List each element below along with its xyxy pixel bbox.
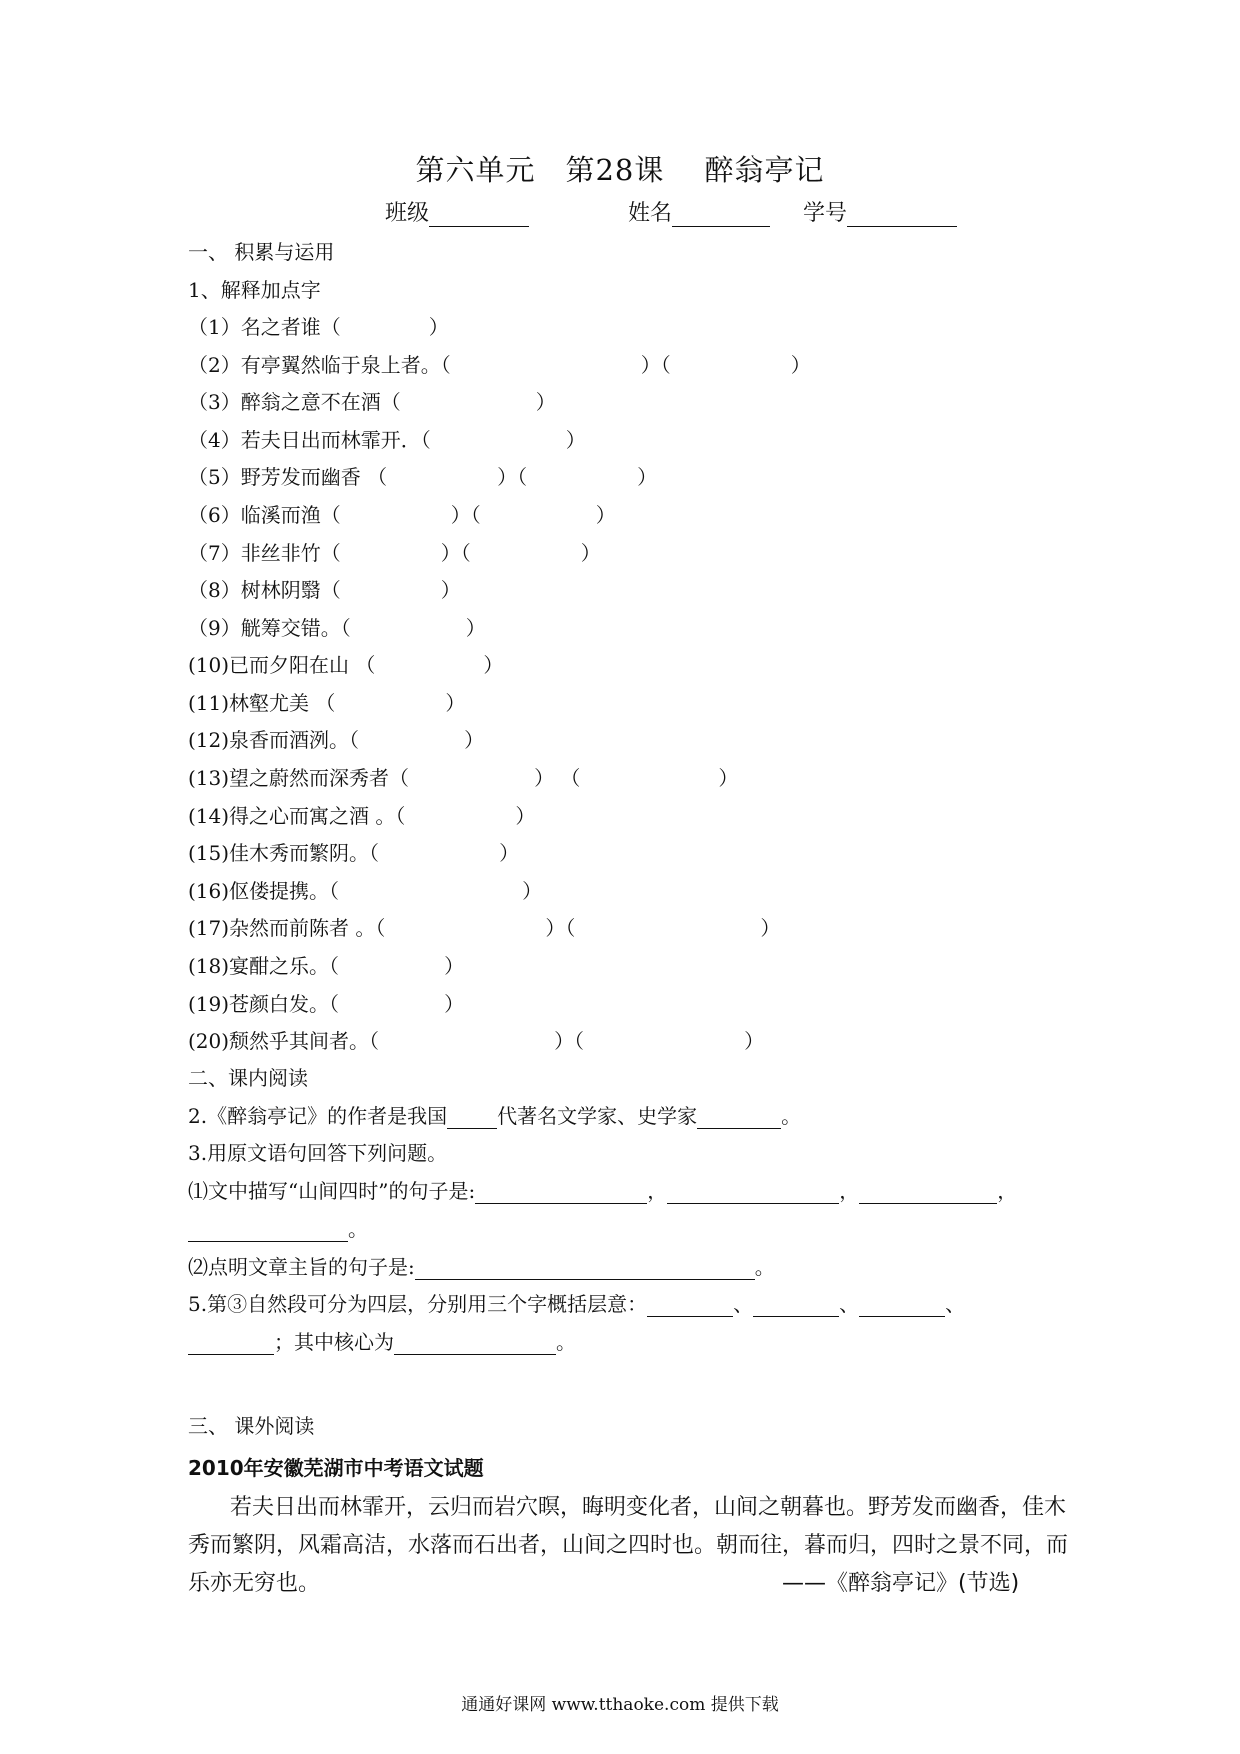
name-blank[interactable] <box>672 204 770 227</box>
vocab-item-14: (14)得之心而寓之酒 。（ ） <box>188 804 536 828</box>
page-title: 第六单元 第28课 醉翁亭记 <box>415 153 825 187</box>
class-blank[interactable] <box>429 204 529 227</box>
vocab-item-17: (17)杂然而前陈者 。（ ）（ ） <box>188 916 781 940</box>
season-blank-3[interactable] <box>859 1181 997 1204</box>
vocab-item-20: (20)颓然乎其间者。（ ）（ ） <box>188 1029 765 1053</box>
vocab-item-2: （2）有亭翼然临于泉上者。（ ）（ ） <box>188 353 811 377</box>
question-5-cont: ；其中核心为 。 <box>188 1326 576 1355</box>
vocab-item-11: (11)林壑尤美 （ ） <box>188 691 466 715</box>
vocab-item-19: (19)苍颜白发。（ ） <box>188 992 465 1016</box>
vocab-item-1: （1）名之者谁（ ） <box>188 315 449 339</box>
core-blank[interactable] <box>394 1332 556 1355</box>
season-blank-1[interactable] <box>475 1181 647 1204</box>
name-field <box>628 196 770 227</box>
vocab-item-8: （8）树林阴翳（ ） <box>188 578 461 602</box>
season-blank-2[interactable] <box>667 1181 839 1204</box>
vocab-item-3: （3）醉翁之意不在酒（ ） <box>188 390 556 414</box>
question-1: 1、解释加点字 <box>188 278 321 302</box>
layer-blank-1[interactable] <box>647 1294 733 1317</box>
theme-blank[interactable] <box>415 1257 755 1280</box>
vocab-item-9: （9）觥筹交错。（ ） <box>188 616 486 640</box>
passage-line-2: 秀而繁阴，风霜高洁，水落而石出者，山间之四时也。朝而往，暮而归，四时之景不同，而 <box>188 1533 1069 1558</box>
layer-blank-4[interactable] <box>188 1332 274 1355</box>
vocab-item-15: (15)佳木秀而繁阴。（ ） <box>188 841 520 865</box>
exam-title: 2010年安徽芜湖市中考语文试题 <box>188 1456 484 1480</box>
class-field <box>385 196 529 227</box>
vocab-item-5: （5）野芳发而幽香 （ ）（ ） <box>188 465 658 489</box>
footer-text: 通通好课网 www.tthaoke.com 提供下载 <box>461 1695 779 1715</box>
layer-blank-3[interactable] <box>859 1294 945 1317</box>
question-3: 3.用原文语句回答下列问题。 <box>188 1141 448 1165</box>
question-3-1-cont: 。 <box>188 1213 368 1242</box>
passage-line-1: 若夫日出而林霏开，云归而岩穴暝，晦明变化者，山间之朝暮也。野芳发而幽香，佳木 <box>230 1495 1067 1520</box>
passage-line-3: 乐亦无穷也。 <box>188 1571 321 1596</box>
layer-blank-2[interactable] <box>753 1294 839 1317</box>
class-label: 班级 <box>385 201 430 226</box>
vocab-item-7: （7）非丝非竹（ ）（ ） <box>188 541 601 565</box>
vocab-item-12: (12)泉香而酒洌。（ ） <box>188 728 485 752</box>
vocab-item-16: (16)伛偻提携。（ ） <box>188 879 543 903</box>
section3-heading: 三、 课外阅读 <box>188 1414 315 1438</box>
season-blank-4[interactable] <box>188 1219 348 1242</box>
vocab-item-6: （6）临溪而渔（ ）（ ） <box>188 503 616 527</box>
vocab-item-18: (18)宴酣之乐。（ ） <box>188 954 465 978</box>
id-blank[interactable] <box>847 204 957 227</box>
author-blank[interactable] <box>697 1106 781 1129</box>
section1-heading: 一、 积累与运用 <box>188 240 335 264</box>
vocab-item-4: （4）若夫日出而林霏开．（ ） <box>188 428 586 452</box>
question-3-1: ⑴文中描写“山间四时”的句子是: ， ， ， <box>188 1179 1018 1203</box>
question-3-2: ⑵点明文章主旨的句子是: 。 <box>188 1255 775 1279</box>
vocab-item-13: (13)望之蔚然而深秀者（ ） （ ） <box>188 766 739 790</box>
vocab-item-10: (10)已而夕阳在山 （ ） <box>188 653 504 677</box>
question-2: 2.《醉翁亭记》的作者是我国 代著名文学家、史学家 。 <box>188 1104 802 1128</box>
name-label: 姓名 <box>628 201 673 226</box>
question-5: 5.第③自然段可分为四层，分别用三个字概括层意： 、 、 、 <box>188 1292 966 1316</box>
id-label: 学号 <box>803 201 848 226</box>
section2-heading: 二、课内阅读 <box>188 1066 308 1090</box>
dynasty-blank[interactable] <box>447 1106 497 1129</box>
passage-source: ——《醉翁亭记》(节选) <box>782 1571 1020 1596</box>
id-field <box>803 196 957 227</box>
